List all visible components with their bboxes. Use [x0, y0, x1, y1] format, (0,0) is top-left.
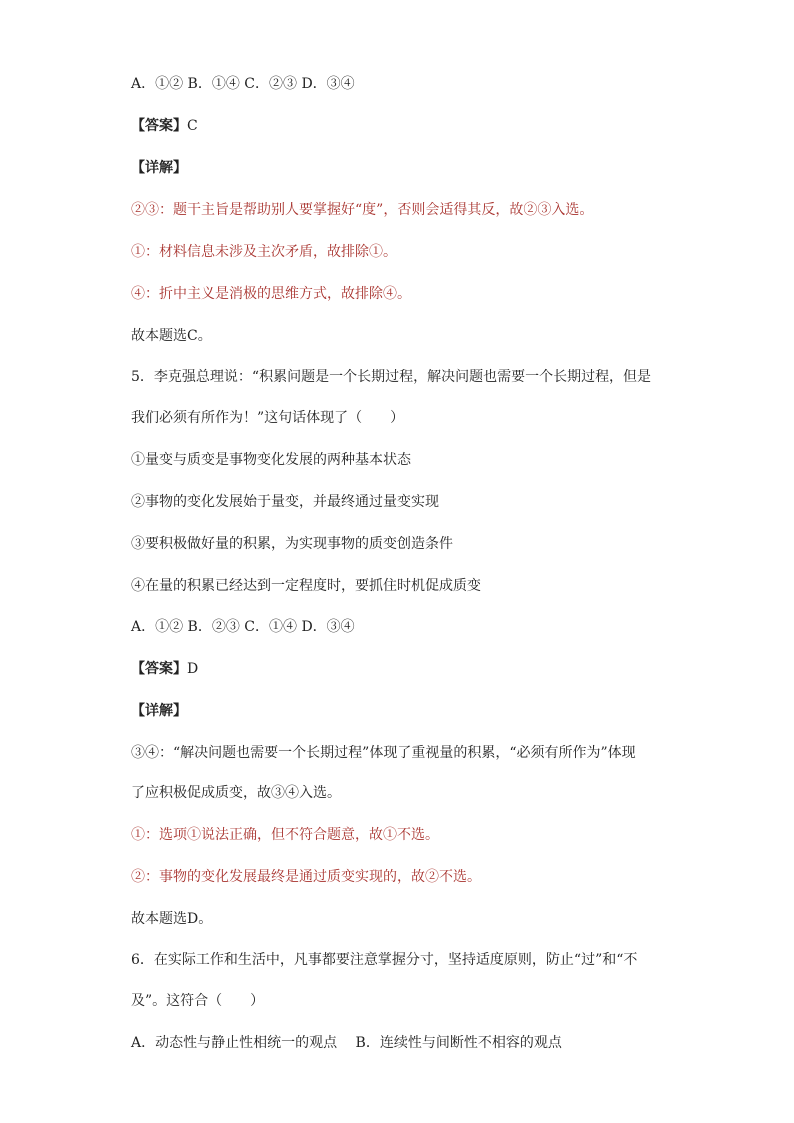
q5-conclusion: 故本题选D。 [131, 911, 213, 927]
q5-detail-label: 【详解】 [131, 703, 187, 719]
answer-label: 【答案】 [131, 118, 187, 134]
q5-detail-red: ②：事物的变化发展最终是通过质变实现的，故②不选。 [131, 869, 481, 885]
q6-stem: 6．在实际工作和生活中，凡事都要注意掌握分寸，坚持适度原则，防止“过”和“不 [131, 952, 638, 968]
q4-detail-line: ①：材料信息未涉及主次矛盾，故排除①。 [131, 244, 397, 260]
q4-detail-line: ②③：题干主旨是帮助别人要掌握好“度”，否则会适得其反，故②③入选。 [131, 202, 594, 218]
q4-detail-line: ④：折中主义是消极的思维方式，故排除④。 [131, 286, 411, 302]
q5-detail-line: ③④：“解决问题也需要一个长期过程”体现了重视量的积累，“必须有所作为”体现 [131, 745, 636, 761]
q5-stem: 我们必须有所作为！”这句话体现了（ ） [131, 410, 405, 426]
q4-options: A．①② B．①④ C．②③ D．③④ [131, 76, 355, 92]
q5-item: ①量变与质变是事物变化发展的两种基本状态 [131, 452, 411, 468]
q6-stem: 及”。这符合（ ） [131, 993, 265, 1009]
q4-conclusion: 故本题选C。 [131, 328, 212, 344]
q5-options: A．①② B．②③ C．①④ D．③④ [131, 619, 355, 635]
answer-value: D [187, 661, 199, 677]
q5-detail-red: ①：选项①说法正确，但不符合题意，故①不选。 [131, 827, 439, 843]
answer-label: 【答案】 [131, 661, 187, 677]
q4-detail-label: 【详解】 [131, 160, 187, 176]
q5-answer [131, 660, 691, 678]
q6-options: A．动态性与静止性相统一的观点 B．连续性与间断性不相容的观点 [131, 1035, 562, 1051]
q5-detail-line: 了应积极促成质变，故③④入选。 [131, 785, 341, 801]
q5-stem: 5．李克强总理说：“积累问题是一个长期过程，解决问题也需要一个长期过程，但是 [131, 369, 652, 385]
answer-value: C [187, 118, 198, 134]
q5-item: ④在量的积累已经达到一定程度时，要抓住时机促成质变 [131, 578, 481, 594]
q5-item: ③要积极做好量的积累，为实现事物的质变创造条件 [131, 536, 453, 552]
q5-item: ②事物的变化发展始于量变，并最终通过量变实现 [131, 494, 439, 510]
q4-answer [131, 117, 691, 135]
